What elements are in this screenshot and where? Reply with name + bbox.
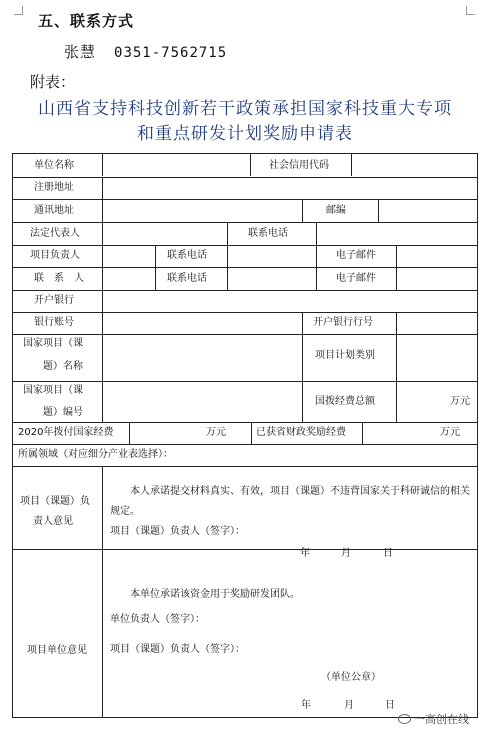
label-funds-2020-unit: 万元 [206,427,226,438]
leader-date-month: 月 [341,548,351,559]
label-reg-address: 注册地址 [34,182,74,193]
section-heading: 五、联系方式 [38,12,135,30]
contact-phone: 0351-7562715 [114,45,228,61]
label-contact: 联 系 人 [34,273,84,284]
leader-date-day: 日 [383,548,393,559]
contact-line [64,41,227,62]
contact-name: 张慧 [64,43,97,61]
label-project-no-2: 题）编号 [43,407,83,418]
label-project-name-2: 题）名称 [43,361,83,372]
label-field: 所属领域（对应细分产业表选择）： [18,449,173,460]
form-title-line-2: 和重点研发计划奖励申请表 [137,124,353,144]
label-leader-phone: 联系电话 [167,250,207,261]
label-credit-code: 社会信用代码 [269,160,329,171]
unit-date-year: 年 [301,700,311,711]
watermark [398,711,469,727]
label-project-leader: 项目负责人 [30,250,80,261]
label-contact-phone: 联系电话 [167,273,207,284]
label-mail-address: 通讯地址 [34,205,74,216]
unit-date-month: 月 [344,700,354,711]
label-project-no-1: 国家项目（课 [23,385,83,396]
crop-mark-right [466,6,475,15]
label-legal-rep: 法定代表人 [30,228,80,239]
label-total-funds-unit: 万元 [450,396,470,407]
label-project-name-1: 国家项目（课 [23,338,83,349]
label-unit-opinion: 项目单位意见 [27,645,87,656]
label-unit-name: 单位名称 [34,160,74,171]
wechat-icon [398,714,411,724]
application-form-table [12,153,478,718]
label-leader-opinion-2: 责人意见 [33,516,73,527]
leader-signature-label: 项目（课题）负责人（签字）： [110,526,245,537]
label-postcode: 邮编 [326,205,346,216]
label-funds-2020: 2020年拨付国家经费 [18,427,114,438]
crop-mark-left [14,6,23,15]
form-title-line-1: 山西省支持科技创新若干政策承担国家科技重大专项 [38,99,452,119]
label-legal-rep-phone: 联系电话 [248,228,288,239]
unit-seal-label: （单位公章） [321,672,381,683]
unit-date-day: 日 [385,700,395,711]
unit-leader-signature-label: 项目（课题）负责人（签字）： [110,644,245,655]
label-plan-type: 项目计划类别 [315,350,375,361]
label-contact-email: 电子邮件 [336,273,376,284]
label-account: 银行账号 [34,317,74,328]
leader-date-year: 年 [300,548,310,559]
label-province-funds-unit: 万元 [440,427,460,438]
label-leader-email: 电子邮件 [336,250,376,261]
leader-statement: 本人承诺提交材料真实、有效，项目（课题）不违背国家关于科研诚信的相关规定。 [110,486,470,517]
label-bank: 开户银行 [34,295,74,306]
unit-statement: 本单位承诺该资金用于奖励研发团队。 [130,589,300,600]
watermark-text: 一高创在线 [414,713,469,726]
label-province-funds: 已获省财政奖励经费 [256,427,346,438]
unit-head-signature-label: 单位负责人（签字）： [110,614,205,625]
label-bank-no: 开户银行行号 [313,317,373,328]
label-total-funds: 国拨经费总额 [315,396,375,407]
attachment-label: 附表： [30,73,76,91]
label-leader-opinion-1: 项目（课题）负 [20,496,90,507]
